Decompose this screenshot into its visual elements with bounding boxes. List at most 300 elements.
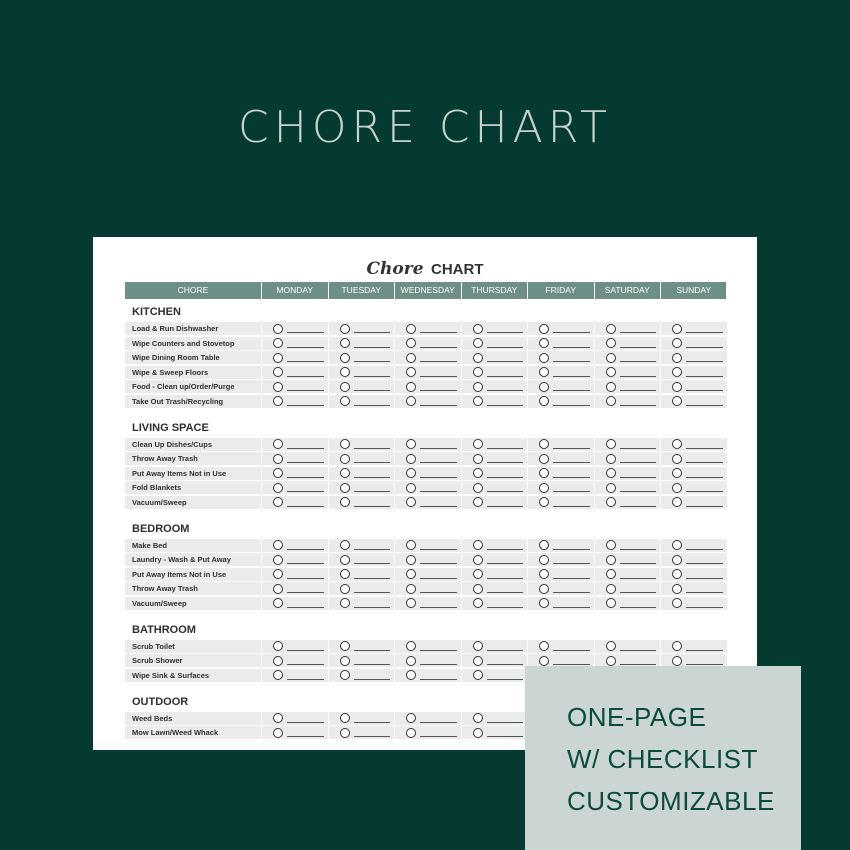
initials-line [354, 347, 391, 348]
promo-line: W/ CHECKLIST [567, 744, 758, 774]
day-cell [660, 553, 727, 566]
promo-line: ONE-PAGE [567, 702, 707, 732]
initials-line [287, 506, 324, 507]
checkbox-circle[interactable] [539, 439, 549, 449]
checkbox-circle[interactable] [672, 641, 682, 651]
chore-label: Wipe Sink & Surfaces [125, 669, 261, 682]
day-cell [594, 467, 661, 480]
initials-line [354, 736, 391, 737]
checkbox-circle[interactable] [672, 497, 682, 507]
chore-label: Load & Run Dishwasher [125, 322, 261, 335]
checkbox-circle[interactable] [606, 569, 616, 579]
checkbox-circle[interactable] [406, 367, 416, 377]
initials-line [553, 664, 590, 665]
initials-line [553, 390, 590, 391]
initials-line [620, 592, 657, 593]
initials-line [686, 650, 723, 651]
initials-line [354, 462, 391, 463]
initials-line [287, 347, 324, 348]
initials-line [420, 448, 457, 449]
checkbox-circle[interactable] [539, 497, 549, 507]
initials-line [553, 650, 590, 651]
checkbox-circle[interactable] [340, 338, 350, 348]
day-cell [527, 395, 594, 408]
initials-line [354, 664, 391, 665]
day-cell [394, 640, 461, 653]
checkbox-circle[interactable] [606, 468, 616, 478]
checkbox-circle[interactable] [539, 324, 549, 334]
day-cell [261, 395, 328, 408]
day-cell [594, 351, 661, 364]
checkbox-circle[interactable] [672, 468, 682, 478]
checkbox-circle[interactable] [273, 713, 283, 723]
initials-line [420, 563, 457, 564]
checkbox-circle[interactable] [539, 338, 549, 348]
initials-line [686, 347, 723, 348]
checkbox-circle[interactable] [539, 555, 549, 565]
initials-line [686, 390, 723, 391]
day-cell [594, 582, 661, 595]
day-cell [394, 597, 461, 610]
day-cell [527, 582, 594, 595]
checkbox-circle[interactable] [473, 728, 483, 738]
checkbox-circle[interactable] [473, 670, 483, 680]
day-cell [461, 337, 528, 350]
initials-line [354, 491, 391, 492]
day-cell [461, 395, 528, 408]
checkbox-circle[interactable] [340, 353, 350, 363]
checkbox-circle[interactable] [340, 367, 350, 377]
initials-line [420, 607, 457, 608]
initials-line [686, 332, 723, 333]
checkbox-circle[interactable] [340, 728, 350, 738]
checkbox-circle[interactable] [340, 396, 350, 406]
day-cell [594, 553, 661, 566]
checkbox-circle[interactable] [273, 670, 283, 680]
day-cell [394, 351, 461, 364]
day-cell [394, 568, 461, 581]
checkbox-circle[interactable] [273, 656, 283, 666]
checkbox-circle[interactable] [672, 324, 682, 334]
checkbox-circle[interactable] [672, 584, 682, 594]
initials-line [620, 578, 657, 579]
checkbox-circle[interactable] [473, 584, 483, 594]
checkbox-circle[interactable] [606, 483, 616, 493]
checkbox-circle[interactable] [340, 540, 350, 550]
checkbox-circle[interactable] [273, 324, 283, 334]
checkbox-circle[interactable] [340, 497, 350, 507]
checkbox-circle[interactable] [606, 382, 616, 392]
day-cell [328, 654, 395, 667]
checkbox-circle[interactable] [406, 353, 416, 363]
sheet-title [93, 259, 757, 280]
day-cell [328, 322, 395, 335]
checkbox-circle[interactable] [672, 555, 682, 565]
day-cell [461, 496, 528, 509]
day-cell [328, 496, 395, 509]
checkbox-circle[interactable] [340, 670, 350, 680]
checkbox-circle[interactable] [539, 367, 549, 377]
checkbox-circle[interactable] [606, 396, 616, 406]
initials-line [487, 722, 524, 723]
checkbox-circle[interactable] [273, 540, 283, 550]
day-cell [527, 553, 594, 566]
checkbox-circle[interactable] [473, 540, 483, 550]
chore-row [125, 597, 726, 610]
initials-line [354, 592, 391, 593]
checkbox-circle[interactable] [473, 324, 483, 334]
initials-line [487, 578, 524, 579]
chore-row [125, 438, 726, 451]
checkbox-circle[interactable] [406, 497, 416, 507]
day-cell [261, 597, 328, 610]
initials-line [553, 405, 590, 406]
section-title: LIVING SPACE [132, 421, 209, 434]
checkbox-circle[interactable] [273, 584, 283, 594]
initials-line [420, 592, 457, 593]
day-cell [660, 322, 727, 335]
day-cell [328, 553, 395, 566]
day-cell [261, 438, 328, 451]
checkbox-circle[interactable] [606, 555, 616, 565]
day-cell [261, 351, 328, 364]
checkbox-circle[interactable] [406, 584, 416, 594]
checkbox-circle[interactable] [606, 367, 616, 377]
checkbox-circle[interactable] [473, 396, 483, 406]
checkbox-circle[interactable] [539, 584, 549, 594]
initials-line [420, 722, 457, 723]
initials-line [287, 679, 324, 680]
initials-line [620, 361, 657, 362]
checkbox-circle[interactable] [340, 713, 350, 723]
initials-line [354, 376, 391, 377]
day-cell [328, 438, 395, 451]
checkbox-circle[interactable] [539, 382, 549, 392]
checkbox-circle[interactable] [406, 540, 416, 550]
day-cell [261, 452, 328, 465]
checkbox-circle[interactable] [406, 396, 416, 406]
chore-section [125, 420, 726, 509]
day-cell [394, 380, 461, 393]
checkbox-circle[interactable] [672, 598, 682, 608]
initials-line [620, 506, 657, 507]
initials-line [420, 332, 457, 333]
chore-label: Put Away Items Not in Use [125, 467, 261, 480]
checkbox-circle[interactable] [473, 338, 483, 348]
chore-row [125, 467, 726, 480]
day-cell [461, 568, 528, 581]
checkbox-circle[interactable] [340, 569, 350, 579]
checkbox-circle[interactable] [273, 555, 283, 565]
checkbox-circle[interactable] [406, 713, 416, 723]
day-cell [261, 481, 328, 494]
day-cell [394, 337, 461, 350]
initials-line [420, 477, 457, 478]
checkbox-circle[interactable] [672, 353, 682, 363]
initials-line [487, 477, 524, 478]
checkbox-circle[interactable] [273, 483, 283, 493]
checkbox-circle[interactable] [473, 598, 483, 608]
initials-line [553, 563, 590, 564]
checkbox-circle[interactable] [473, 713, 483, 723]
checkbox-circle[interactable] [539, 396, 549, 406]
day-cell [394, 539, 461, 552]
checkbox-circle[interactable] [273, 382, 283, 392]
initials-line [620, 448, 657, 449]
day-cell [594, 395, 661, 408]
initials-line [354, 332, 391, 333]
initials-line [354, 578, 391, 579]
day-cell [328, 452, 395, 465]
sheet-title-script: Chore [366, 259, 424, 279]
day-cell [328, 640, 395, 653]
checkbox-circle[interactable] [406, 555, 416, 565]
initials-line [354, 722, 391, 723]
day-cell [594, 481, 661, 494]
checkbox-circle[interactable] [406, 454, 416, 464]
checkbox-circle[interactable] [473, 483, 483, 493]
checkbox-circle[interactable] [672, 382, 682, 392]
checkbox-circle[interactable] [406, 338, 416, 348]
checkbox-circle[interactable] [473, 454, 483, 464]
checkbox-circle[interactable] [672, 656, 682, 666]
initials-line [686, 477, 723, 478]
day-cell [660, 597, 727, 610]
initials-line [420, 736, 457, 737]
day-cell [461, 712, 528, 725]
checkbox-circle[interactable] [340, 454, 350, 464]
initials-line [553, 592, 590, 593]
checkbox-circle[interactable] [340, 324, 350, 334]
checkbox-circle[interactable] [672, 569, 682, 579]
checkbox-circle[interactable] [539, 454, 549, 464]
initials-line [287, 462, 324, 463]
checkbox-circle[interactable] [473, 367, 483, 377]
chore-label: Laundry - Wash & Put Away [125, 553, 261, 566]
section-title: BEDROOM [132, 522, 190, 535]
promo-line: CUSTOMIZABLE [567, 786, 775, 816]
checkbox-circle[interactable] [273, 497, 283, 507]
initials-line [287, 477, 324, 478]
initials-line [420, 405, 457, 406]
checkbox-circle[interactable] [539, 353, 549, 363]
day-cell [527, 452, 594, 465]
checkbox-circle[interactable] [406, 483, 416, 493]
checkbox-circle[interactable] [672, 540, 682, 550]
day-cell [527, 337, 594, 350]
checkbox-circle[interactable] [340, 555, 350, 565]
checkbox-circle[interactable] [406, 569, 416, 579]
checkbox-circle[interactable] [340, 641, 350, 651]
day-cell [394, 496, 461, 509]
chore-label: Vacuum/Sweep [125, 597, 261, 610]
day-cell [328, 351, 395, 364]
day-cell [328, 712, 395, 725]
initials-line [487, 361, 524, 362]
initials-line [686, 592, 723, 593]
initials-line [287, 448, 324, 449]
checkbox-circle[interactable] [606, 598, 616, 608]
column-header-day: WEDNESDAY [394, 282, 461, 299]
checkbox-circle[interactable] [340, 468, 350, 478]
checkbox-circle[interactable] [606, 656, 616, 666]
initials-line [553, 462, 590, 463]
initials-line [686, 578, 723, 579]
checkbox-circle[interactable] [539, 468, 549, 478]
initials-line [354, 506, 391, 507]
initials-line [287, 376, 324, 377]
promo-box [525, 666, 801, 850]
day-cell [328, 568, 395, 581]
checkbox-circle[interactable] [406, 670, 416, 680]
checkbox-circle[interactable] [406, 641, 416, 651]
checkbox-circle[interactable] [473, 382, 483, 392]
checkbox-circle[interactable] [340, 656, 350, 666]
initials-line [553, 332, 590, 333]
checkbox-circle[interactable] [473, 641, 483, 651]
day-cell [527, 467, 594, 480]
checkbox-circle[interactable] [406, 468, 416, 478]
day-cell [461, 597, 528, 610]
checkbox-circle[interactable] [473, 439, 483, 449]
checkbox-circle[interactable] [473, 497, 483, 507]
checkbox-circle[interactable] [340, 439, 350, 449]
checkbox-circle[interactable] [273, 468, 283, 478]
checkbox-circle[interactable] [672, 396, 682, 406]
day-cell [394, 553, 461, 566]
initials-line [487, 376, 524, 377]
checkbox-circle[interactable] [273, 569, 283, 579]
checkbox-circle[interactable] [539, 483, 549, 493]
day-cell [461, 322, 528, 335]
checkbox-circle[interactable] [273, 728, 283, 738]
day-cell [328, 337, 395, 350]
day-cell [261, 553, 328, 566]
day-cell [527, 322, 594, 335]
checkbox-circle[interactable] [606, 353, 616, 363]
day-cell [328, 539, 395, 552]
checkbox-circle[interactable] [539, 598, 549, 608]
checkbox-circle[interactable] [273, 598, 283, 608]
day-cell [261, 712, 328, 725]
checkbox-circle[interactable] [473, 468, 483, 478]
initials-line [487, 592, 524, 593]
initials-line [287, 390, 324, 391]
day-cell [261, 366, 328, 379]
initials-line [420, 376, 457, 377]
initials-line [354, 477, 391, 478]
checkbox-circle[interactable] [606, 540, 616, 550]
day-cell [261, 669, 328, 682]
column-header-day: MONDAY [261, 282, 328, 299]
initials-line [487, 607, 524, 608]
initials-line [287, 578, 324, 579]
checkbox-circle[interactable] [406, 728, 416, 738]
checkbox-circle[interactable] [606, 584, 616, 594]
column-header-day: SATURDAY [594, 282, 661, 299]
day-cell [660, 481, 727, 494]
checkbox-circle[interactable] [606, 439, 616, 449]
initials-line [487, 679, 524, 680]
checkbox-circle[interactable] [406, 656, 416, 666]
checkbox-circle[interactable] [672, 439, 682, 449]
checkbox-circle[interactable] [340, 584, 350, 594]
checkbox-circle[interactable] [672, 454, 682, 464]
checkbox-circle[interactable] [672, 338, 682, 348]
checkbox-circle[interactable] [340, 382, 350, 392]
checkbox-circle[interactable] [406, 382, 416, 392]
checkbox-circle[interactable] [473, 656, 483, 666]
day-cell [527, 380, 594, 393]
checkbox-circle[interactable] [406, 598, 416, 608]
checkbox-circle[interactable] [606, 497, 616, 507]
day-cell [328, 726, 395, 739]
initials-line [287, 650, 324, 651]
initials-line [487, 506, 524, 507]
checkbox-circle[interactable] [606, 454, 616, 464]
checkbox-circle[interactable] [406, 439, 416, 449]
checkbox-circle[interactable] [473, 569, 483, 579]
checkbox-circle[interactable] [539, 569, 549, 579]
checkbox-circle[interactable] [606, 338, 616, 348]
day-cell [594, 380, 661, 393]
chore-row [125, 366, 726, 379]
day-cell [461, 582, 528, 595]
checkbox-circle[interactable] [340, 483, 350, 493]
day-cell [394, 669, 461, 682]
checkbox-circle[interactable] [672, 483, 682, 493]
checkbox-circle[interactable] [539, 540, 549, 550]
initials-line [686, 506, 723, 507]
checkbox-circle[interactable] [340, 598, 350, 608]
checkbox-circle[interactable] [273, 367, 283, 377]
initials-line [354, 390, 391, 391]
checkbox-circle[interactable] [539, 656, 549, 666]
day-cell [660, 582, 727, 595]
day-cell [328, 366, 395, 379]
chore-row [125, 351, 726, 364]
checkbox-circle[interactable] [273, 338, 283, 348]
checkbox-circle[interactable] [406, 324, 416, 334]
day-cell [660, 366, 727, 379]
initials-line [354, 679, 391, 680]
day-cell [394, 654, 461, 667]
initials-line [487, 491, 524, 492]
day-cell [594, 337, 661, 350]
initials-line [620, 405, 657, 406]
day-cell [394, 582, 461, 595]
chore-row [125, 337, 726, 350]
checkbox-circle[interactable] [273, 641, 283, 651]
checkbox-circle[interactable] [473, 353, 483, 363]
checkbox-circle[interactable] [273, 353, 283, 363]
checkbox-circle[interactable] [539, 641, 549, 651]
initials-line [620, 347, 657, 348]
chore-label: Weed Beds [125, 712, 261, 725]
initials-line [420, 650, 457, 651]
checkbox-circle[interactable] [606, 641, 616, 651]
checkbox-circle[interactable] [273, 396, 283, 406]
initials-line [487, 549, 524, 550]
checkbox-circle[interactable] [273, 439, 283, 449]
checkbox-circle[interactable] [473, 555, 483, 565]
header-row [125, 282, 726, 299]
checkbox-circle[interactable] [273, 454, 283, 464]
day-cell [527, 496, 594, 509]
checkbox-circle[interactable] [606, 324, 616, 334]
chore-row [125, 380, 726, 393]
checkbox-circle[interactable] [672, 367, 682, 377]
